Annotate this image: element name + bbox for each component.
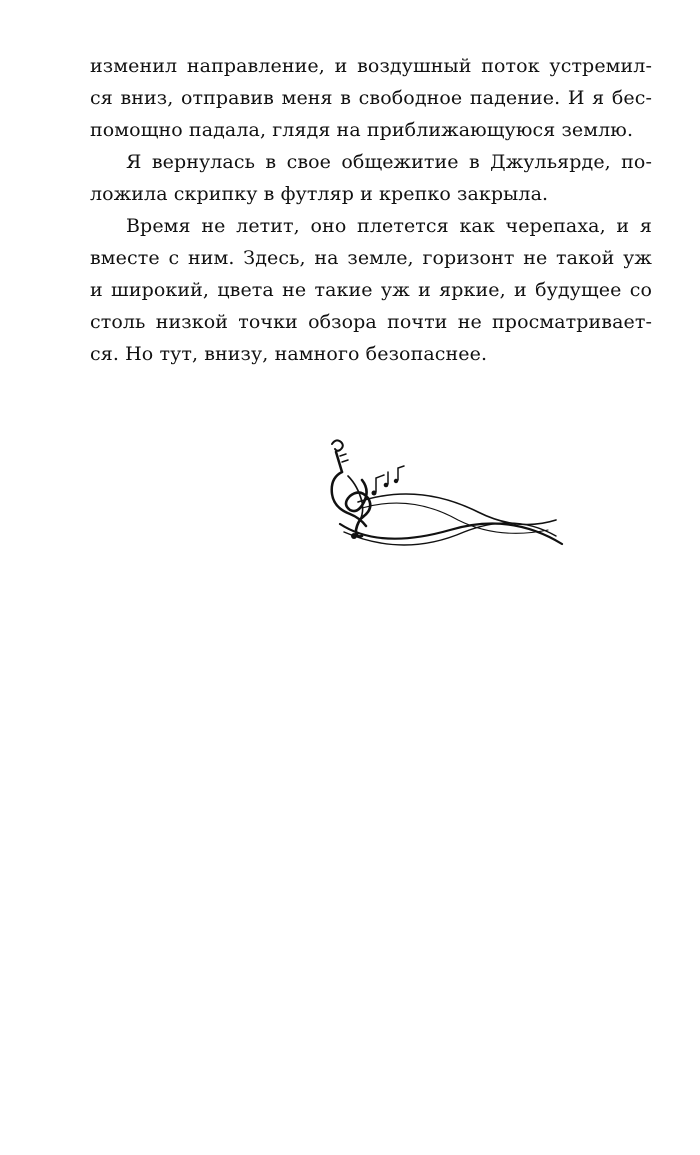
body-text [90, 50, 652, 370]
text-line: помощно падала, глядя на приближающуюся землю. [90, 119, 634, 141]
text-line: Я вернулась в свое общежитие в Джульярде, по- [126, 151, 652, 173]
paragraph-1 [90, 50, 652, 146]
text-line: ся. Но тут, внизу, намного безопаснее. [90, 343, 488, 365]
text-line: и широкий, цвета не такие уж и яркие, и будущее со [90, 279, 652, 301]
text-line: ся вниз, отправив меня в свободное падение. И я бес- [90, 87, 652, 109]
text-line: ложила скрипку в футляр и крепко закрыла. [90, 183, 549, 205]
paragraph-2 [90, 146, 652, 210]
paragraph-3 [90, 210, 652, 370]
violin-treble-clef-ornament-icon [318, 432, 568, 562]
text-line: Время не летит, оно плетется как черепаха, и я [126, 215, 652, 237]
text-line: вместе с ним. Здесь, на земле, горизонт не такой уж [90, 247, 652, 269]
text-line: столь низкой точки обзора почти не просматривает- [90, 311, 652, 333]
text-line: изменил направление, и воздушный поток устремил- [90, 55, 652, 77]
